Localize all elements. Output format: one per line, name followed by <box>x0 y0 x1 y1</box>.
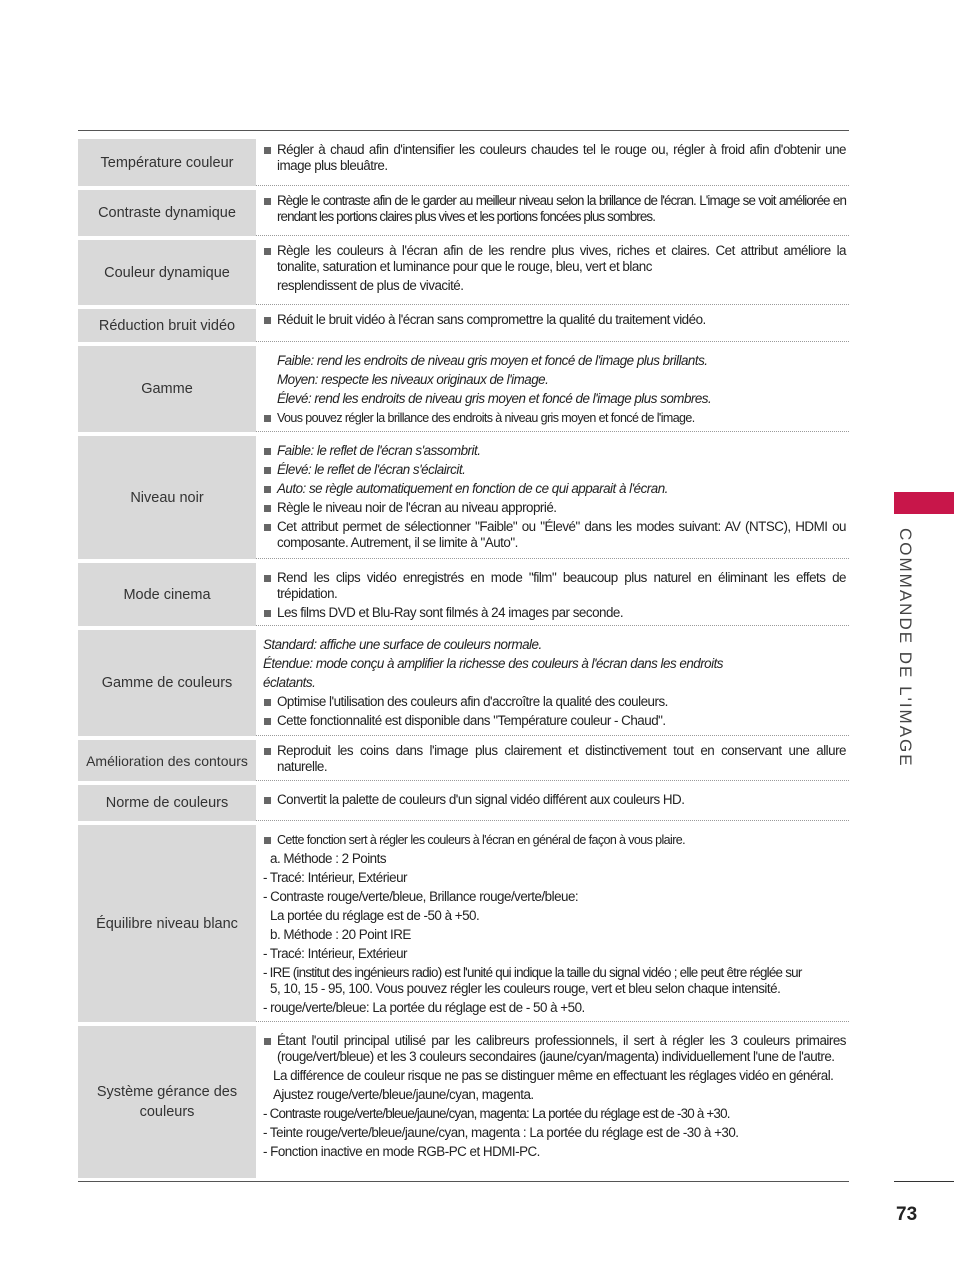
page-number-rule <box>894 1181 954 1182</box>
row-label: Gamme <box>78 346 256 432</box>
section-tab-label: COMMANDE DE L'IMAGE <box>896 528 915 768</box>
row-couleur-dynamique <box>78 240 849 305</box>
bullet-item: Convertit la palette de couleurs d'un signal vidéo différent aux couleurs HD. <box>263 792 846 808</box>
row-description <box>256 139 849 186</box>
row-label: Niveau noir <box>78 436 256 559</box>
text-line: - rouge/verte/bleue: La portée du réglage est de - 50 à +50. <box>263 1000 585 1015</box>
text-line: La portée du réglage est de -50 à +50. <box>270 908 480 923</box>
bullet-item: Les films DVD et Blu-Ray sont filmés à 24 images par seconde. <box>263 605 846 621</box>
text-line: - Teinte rouge/verte/bleue/jaune/cyan, magenta : La portée du réglage est de -30 à +30. <box>263 1125 739 1140</box>
row-description <box>256 1026 849 1178</box>
row-label: Contraste dynamique <box>78 190 256 236</box>
page-number: 73 <box>896 1204 918 1225</box>
row-label: Amélioration des contours <box>78 740 256 781</box>
bottom-rule <box>78 1181 849 1182</box>
row-label: Mode cinema <box>78 563 256 626</box>
row-temperature-couleur <box>78 139 849 186</box>
row-description <box>256 309 849 342</box>
bullet-item: Faible: le reflet de l'écran s'assombrit. <box>263 443 846 459</box>
text-line: Ajustez rouge/verte/bleue/jaune/cyan, magenta. <box>273 1087 534 1102</box>
bullet-item: Étant l'outil principal utilisé par les calibreurs professionnels, il sert à régler les 3 couleurs primaires (rouge/vert/bleue) et les 3 couleurs secondaires (jaune/cyan/magenta) individuellement l'une de l'autre. <box>263 1033 846 1065</box>
text-line: Étendue: mode conçu à amplifier la richesse des couleurs à l'écran dans les endroits <box>263 656 724 671</box>
bullet-item: Reproduit les coins dans l'image plus clairement et distinctivement tout en conservant une allure naturelle. <box>263 743 846 775</box>
text-line: - Tracé: Intérieur, Extérieur <box>263 870 408 885</box>
text-line: b. Méthode : 20 Point IRE <box>270 927 411 942</box>
row-description <box>256 785 849 821</box>
row-label: Équilibre niveau blanc <box>78 825 256 1022</box>
row-label: Gamme de couleurs <box>78 630 256 736</box>
text-line: - IRE (institut des ingénieurs radio) est l'unité qui indique la taille du signal vidéo ; elle peut être réglée sur <box>263 965 802 980</box>
row-description <box>256 436 849 559</box>
bullet-item: Réduit le bruit vidéo à l'écran sans compromettre la qualité du traitement vidéo. <box>263 312 846 328</box>
row-description <box>256 346 849 432</box>
text-line: - Fonction inactive en mode RGB-PC et HDMI-PC. <box>263 1144 540 1159</box>
text-line: Élevé: rend les endroits de niveau gris moyen et foncé de l'image plus sombres. <box>277 391 712 406</box>
row-norme-de-couleurs <box>78 785 849 821</box>
bullet-item: Élevé: le reflet de l'écran s'éclaircit. <box>263 462 846 478</box>
bullet-item: Auto: se règle automatiquement en fonction de ce qui apparait à l'écran. <box>263 481 846 497</box>
bullet-item: Cet attribut permet de sélectionner "Faible" ou "Élevé" dans les modes suivant: AV (NTSC), HDMI ou composante. Autrement, il se limite à "Auto". <box>263 519 846 551</box>
row-reduction-bruit-video <box>78 309 849 342</box>
bullet-item: Régler à chaud afin d'intensifier les couleurs chaudes tel le rouge ou, régler à froid afin d'obtenir une image plus bleuâtre. <box>263 142 846 174</box>
row-description <box>256 630 849 736</box>
text-line: - Tracé: Intérieur, Extérieur <box>263 946 408 961</box>
row-gamme-de-couleurs <box>78 630 849 736</box>
bullet-item: Règle le contraste afin de le garder au meilleur niveau selon la brillance de l'écran. L'image se voit améliorée en rendant les portions claires plus vives et les portions foncées plus sombres. <box>263 193 846 225</box>
text-line: Standard: affiche une surface de couleurs normale. <box>263 637 542 652</box>
text-line: resplendissent de plus de vivacité. <box>277 278 464 293</box>
row-description <box>256 825 849 1022</box>
bullet-item: Règle les couleurs à l'écran afin de les rendre plus vives, riches et claires. Cet attribut améliore la tonalite, saturation et luminance pour que le rouge, bleu, vert et blanc <box>263 243 846 275</box>
row-equilibre-niveau-blanc <box>78 825 849 1022</box>
bullet-item: Optimise l'utilisation des couleurs afin d'accroître la qualité des couleurs. <box>263 694 846 710</box>
row-contraste-dynamique <box>78 190 849 236</box>
bullet-item: Cette fonction sert à régler les couleurs à l'écran en général de façon à vous plaire. <box>263 832 846 848</box>
text-line: La différence de couleur risque ne pas se distinguer même en effectuant les réglages vidéo en général. <box>273 1068 834 1083</box>
section-tab-marker <box>894 492 954 514</box>
top-rule <box>78 130 849 131</box>
text-line: Faible: rend les endroits de niveau gris moyen et foncé de l'image plus brillants. <box>277 353 708 368</box>
text-line: - Contraste rouge/verte/bleue, Brillance rouge/verte/bleue: <box>263 889 579 904</box>
row-mode-cinema <box>78 563 849 626</box>
row-description <box>256 240 849 305</box>
row-gamme <box>78 346 849 432</box>
text-line: Moyen: respecte les niveaux originaux de l'image. <box>277 372 549 387</box>
row-description <box>256 740 849 781</box>
bullet-item: Rend les clips vidéo enregistrés en mode "film" beaucoup plus naturel en éliminant les effets de trépidation. <box>263 570 846 602</box>
bullet-item: Règle le niveau noir de l'écran au niveau approprié. <box>263 500 846 516</box>
row-description <box>256 190 849 236</box>
row-amelioration-des-contours <box>78 740 849 781</box>
row-label: Réduction bruit vidéo <box>78 309 256 342</box>
row-label: Système gérance des couleurs <box>78 1026 256 1178</box>
bullet-item: Cette fonctionnalité est disponible dans "Température couleur - Chaud". <box>263 713 846 729</box>
picture-settings-table <box>78 139 849 1178</box>
text-line: a. Méthode : 2 Points <box>270 851 387 866</box>
row-systeme-gerance-des-couleurs <box>78 1026 849 1178</box>
bullet-item: Vous pouvez régler la brillance des endroits à niveau gris moyen et foncé de l'image. <box>263 410 846 426</box>
text-line: 5, 10, 15 - 95, 100. Vous pouvez régler les couleurs rouge, vert et bleu selon chaque intensité. <box>270 981 781 996</box>
row-label: Norme de couleurs <box>78 785 256 821</box>
row-niveau-noir <box>78 436 849 559</box>
row-label: Couleur dynamique <box>78 240 256 305</box>
row-label: Température couleur <box>78 139 256 186</box>
row-description <box>256 563 849 626</box>
text-line: - Contraste rouge/verte/bleue/jaune/cyan, magenta: La portée du réglage est de -30 à +30. <box>263 1106 730 1121</box>
text-line: éclatants. <box>263 675 316 690</box>
